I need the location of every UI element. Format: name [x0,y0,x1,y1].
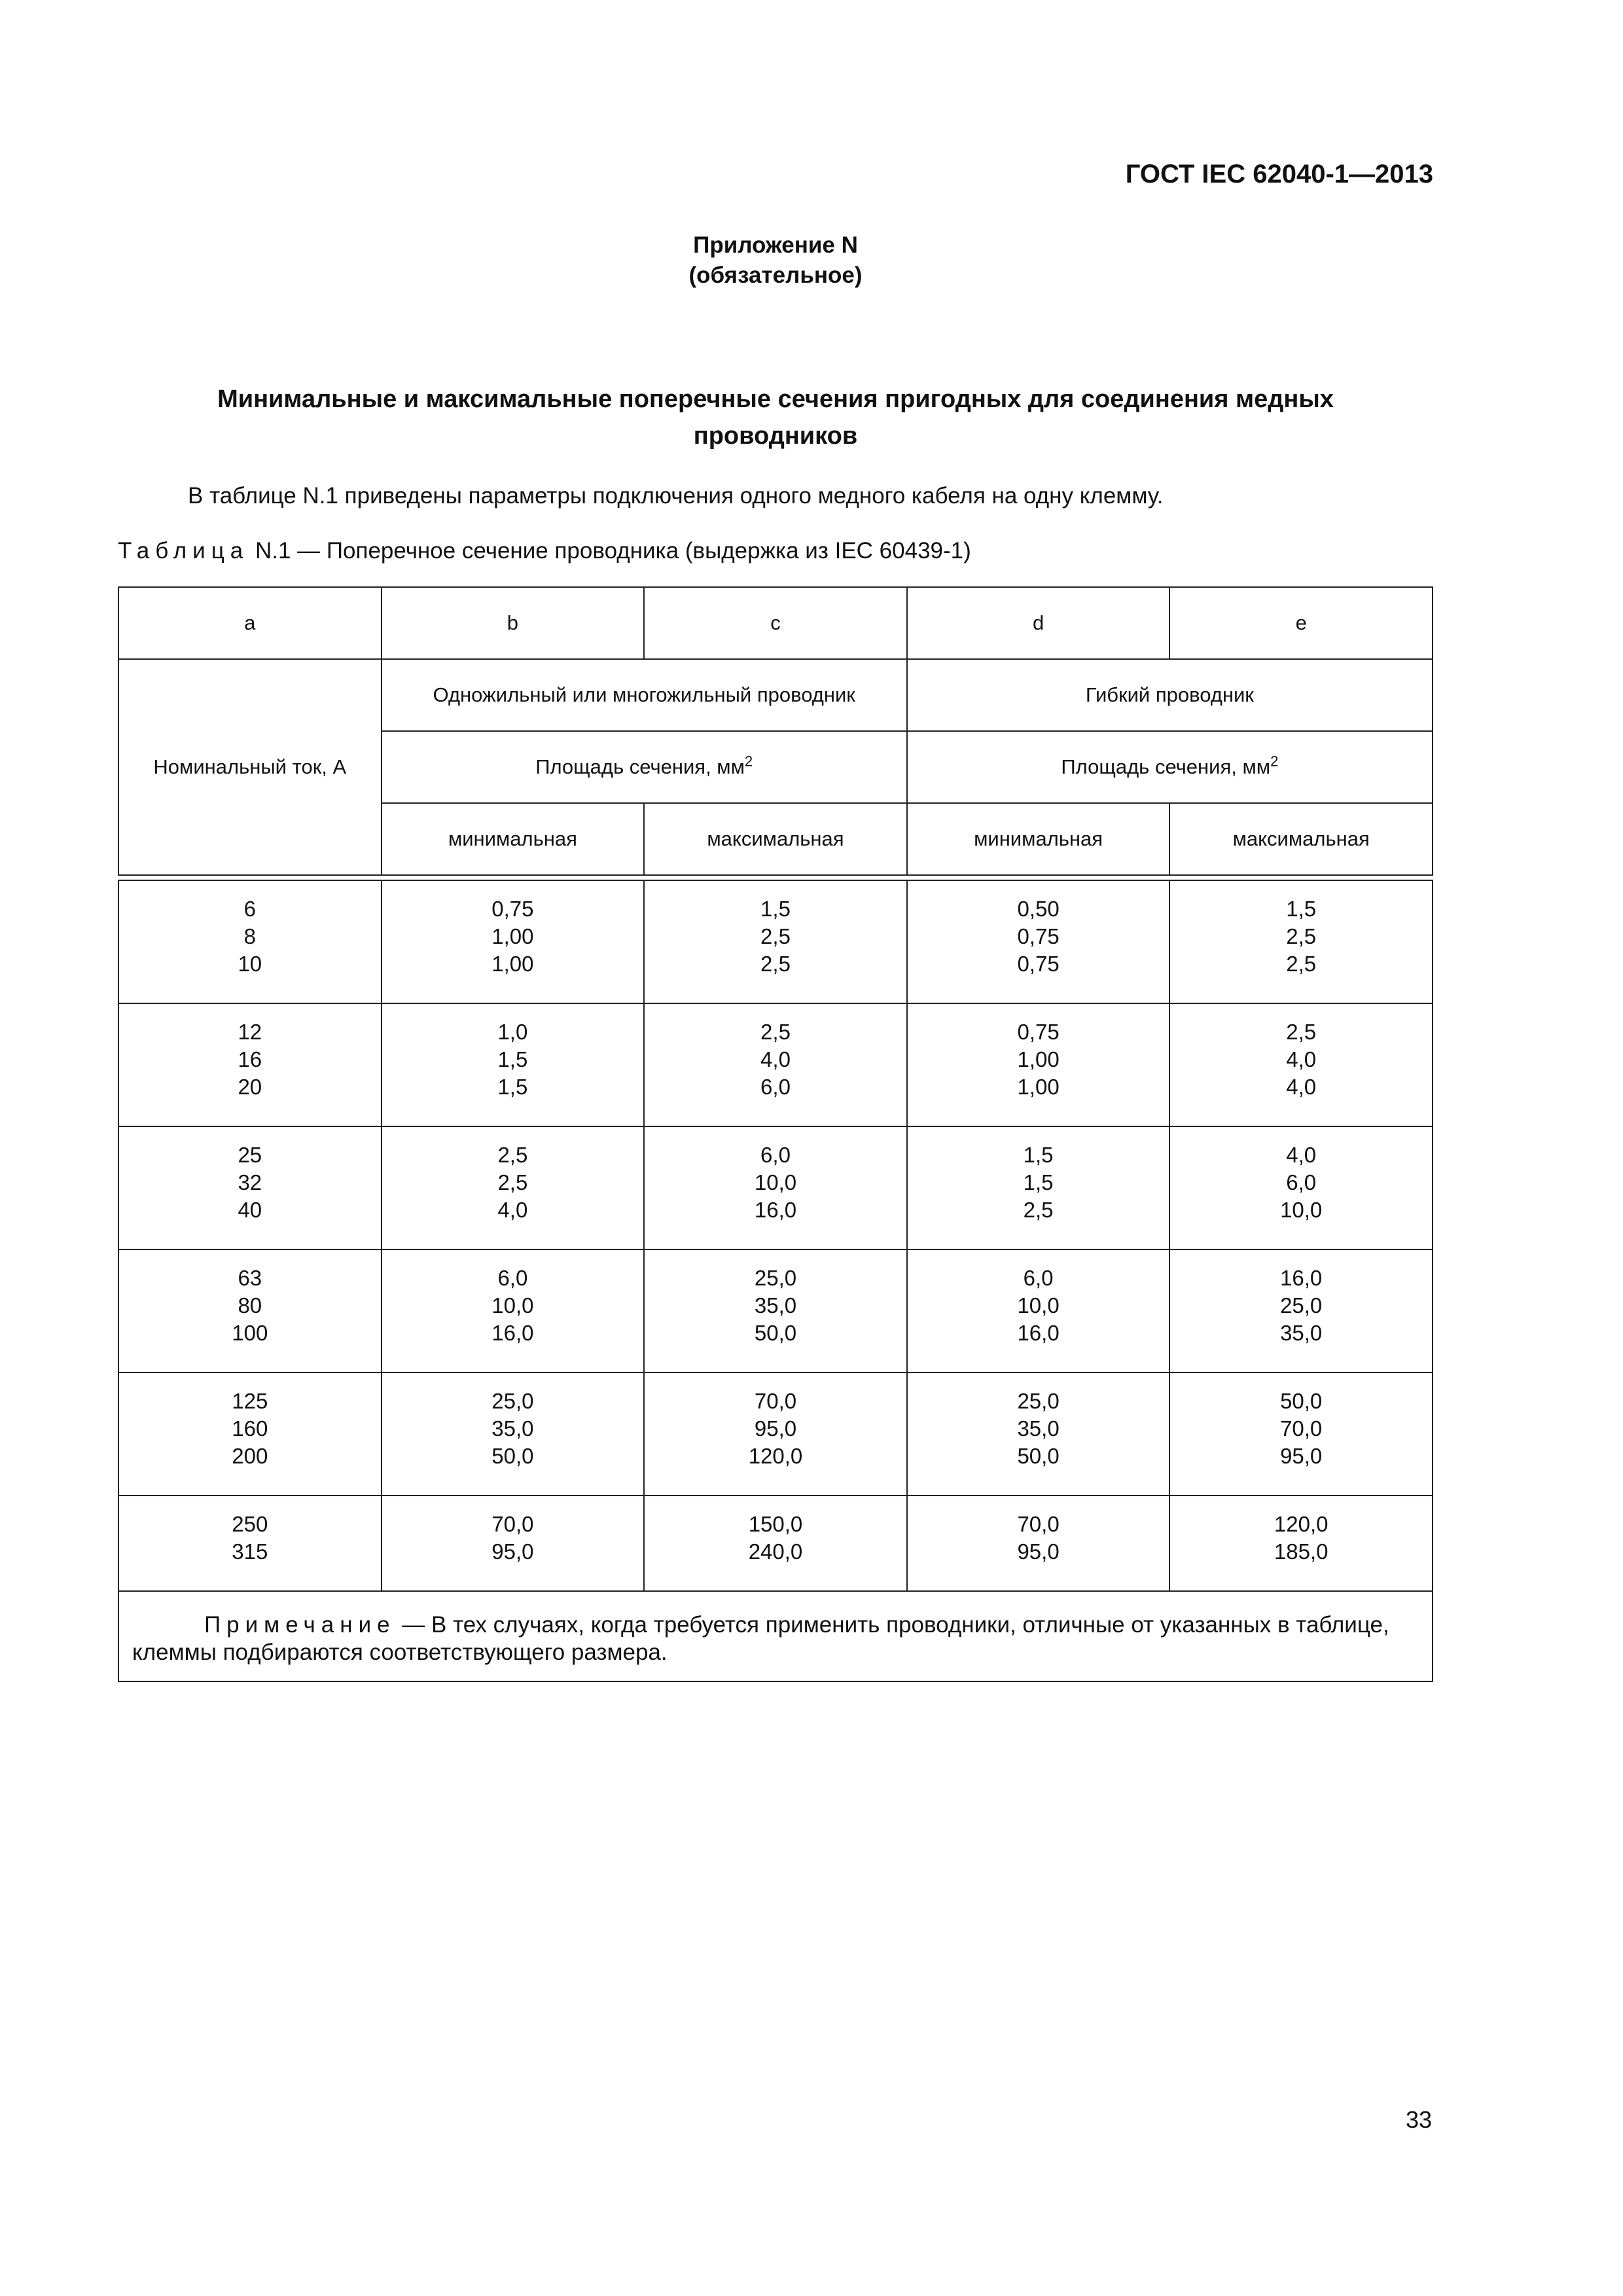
flexible-min-value: 35,0 [1017,1416,1060,1441]
solid-min-value: 2,5 [497,1143,528,1167]
flexible-min-cell [907,1372,1170,1496]
solid-min-cell [382,1372,645,1496]
flexible-max-value: 50,0 [1280,1389,1323,1413]
column-letter-d: d [907,587,1170,659]
flexible-max-value: 16,0 [1280,1266,1323,1290]
solid-max-value: 70,0 [754,1389,797,1413]
flexible-min-value: 25,0 [1017,1389,1060,1413]
rated-current-value: 63 [238,1266,262,1290]
solid-max-cell [644,1372,907,1496]
column-letter-c: c [644,587,907,659]
flexible-min-cell [907,1496,1170,1591]
rated-current-value: 6 [243,897,256,921]
page-title [131,381,1420,454]
rated-current-cell [118,880,382,1003]
rated-current-value: 32 [238,1170,262,1194]
flexible-min-cell [907,1249,1170,1372]
column-letter-a: a [118,587,382,659]
solid-min-value: 35,0 [491,1416,534,1441]
solid-min-cell [382,880,645,1003]
rated-current-value: 20 [238,1075,262,1099]
solid-min-value: 1,5 [497,1075,528,1099]
solid-max-cell [644,880,907,1003]
rated-current-value: 40 [238,1198,262,1222]
solid-max-value: 150,0 [748,1512,803,1536]
flexible-min-value: 6,0 [1023,1266,1054,1290]
flexible-max-cell [1169,1126,1433,1249]
flexible-min-value: 0,50 [1017,897,1060,921]
table-row [118,1003,1433,1126]
table-row [118,1249,1433,1372]
rated-current-cell [118,1003,382,1126]
solid-area-header [382,731,907,803]
rated-current-cell [118,1249,382,1372]
solid-max-value: 2,5 [760,952,791,976]
rated-current-value: 8 [243,924,256,948]
flexible-min-value: 16,0 [1017,1321,1060,1345]
table-caption-label: Таблица [118,538,249,564]
rated-current-value: 12 [238,1020,262,1044]
flexible-max-cell [1169,1496,1433,1591]
solid-area-label: Площадь сечения, мм [535,755,745,778]
rated-current-value: 315 [232,1539,268,1564]
header-separator-cell [118,875,1433,880]
rated-current-cell [118,1496,382,1591]
solid-min-cell [382,1003,645,1126]
solid-max-cell [644,1249,907,1372]
flexible-min-value: 2,5 [1023,1198,1054,1222]
note-row [118,1591,1433,1681]
flexible-area-label: Площадь сечения, мм [1061,755,1271,778]
flexible-max-value: 4,0 [1286,1047,1317,1071]
solid-max-value: 2,5 [760,1020,791,1044]
solid-min-cell [382,1496,645,1591]
flexible-min-value: 50,0 [1017,1444,1060,1468]
rated-current-cell [118,1372,382,1496]
rated-current-value: 100 [232,1321,268,1345]
flexible-max-value: 2,5 [1286,1020,1317,1044]
flexible-max-value: 4,0 [1286,1075,1317,1099]
flexible-min-value: 95,0 [1017,1539,1060,1564]
flexible-max-value: 6,0 [1286,1170,1317,1194]
solid-max-value: 6,0 [760,1143,791,1167]
solid-min-value: 6,0 [497,1266,528,1290]
flexible-min-value: 0,75 [1017,924,1060,948]
note-label: Примечание [204,1612,396,1638]
solid-max-value: 240,0 [748,1539,803,1564]
rated-current-value: 10 [238,952,262,976]
table-row [118,1496,1433,1591]
flexible-min-value: 70,0 [1017,1512,1060,1536]
rated-current-value: 16 [238,1047,262,1071]
annex-heading [0,230,1551,291]
flexible-max-value: 10,0 [1280,1198,1323,1222]
flexible-max-value: 35,0 [1280,1321,1323,1345]
solid-max-value: 10,0 [754,1170,797,1194]
solid-min-header: минимальная [382,803,645,875]
solid-min-value: 10,0 [491,1293,534,1318]
flexible-min-value: 0,75 [1017,952,1060,976]
table-body [118,880,1433,1591]
solid-min-value: 16,0 [491,1321,534,1345]
solid-min-value: 50,0 [491,1444,534,1468]
solid-min-value: 0,75 [491,897,534,921]
table-caption [118,538,971,564]
flexible-min-cell [907,1003,1170,1126]
flexible-max-value: 120,0 [1274,1512,1329,1536]
solid-min-value: 1,5 [497,1047,528,1071]
rated-current-value: 250 [232,1512,268,1536]
flexible-max-cell [1169,1249,1433,1372]
annex-title: Приложение N [693,232,858,258]
conductor-table [118,586,1433,1682]
flexible-min-value: 10,0 [1017,1293,1060,1318]
solid-max-value: 6,0 [760,1075,791,1099]
table-note [118,1591,1433,1681]
solid-max-value: 50,0 [754,1321,797,1345]
solid-min-value: 25,0 [491,1389,534,1413]
flexible-max-value: 1,5 [1286,897,1317,921]
solid-max-value: 4,0 [760,1047,791,1071]
column-letter-e: e [1169,587,1433,659]
table-row [118,880,1433,1003]
solid-max-value: 1,5 [760,897,791,921]
flexible-max-value: 2,5 [1286,924,1317,948]
flexible-area-sup: 2 [1270,753,1279,770]
flexible-max-value: 70,0 [1280,1416,1323,1441]
rated-current-cell [118,1126,382,1249]
column-letter-b: b [382,587,645,659]
flexible-max-value: 4,0 [1286,1143,1317,1167]
solid-min-value: 1,0 [497,1020,528,1044]
document-code: ГОСТ IEC 62040-1—2013 [1125,160,1433,188]
flexible-max-value: 185,0 [1274,1539,1329,1564]
solid-max-cell [644,1126,907,1249]
flexible-min-value: 1,5 [1023,1143,1054,1167]
solid-max-header: максимальная [644,803,907,875]
solid-min-cell [382,1126,645,1249]
flexible-max-value: 2,5 [1286,952,1317,976]
table-row [118,1372,1433,1496]
flexible-min-header: минимальная [907,803,1170,875]
table-caption-text: N.1 — Поперечное сечение проводника (выдержка из IEC 60439-1) [255,538,971,564]
solid-min-cell [382,1249,645,1372]
flexible-area-header [907,731,1433,803]
solid-min-value: 95,0 [491,1539,534,1564]
solid-max-cell [644,1496,907,1591]
solid-min-value: 4,0 [497,1198,528,1222]
flexible-max-value: 95,0 [1280,1444,1323,1468]
rated-current-header: Номинальный ток, А [118,659,382,875]
rated-current-value: 25 [238,1143,262,1167]
flexible-max-header: максимальная [1169,803,1433,875]
solid-max-value: 95,0 [754,1416,797,1441]
rated-current-value: 160 [232,1416,268,1441]
solid-max-value: 35,0 [754,1293,797,1318]
solid-max-value: 2,5 [760,924,791,948]
flexible-min-cell [907,880,1170,1003]
page-number: 33 [1405,2106,1432,2133]
intro-paragraph: В таблице N.1 приведены параметры подключения одного медного кабеля на одну клемму. [188,483,1164,509]
table-header-letters [118,587,1433,659]
page-title-line-1: Минимальные и максимальные поперечные сечения пригодных для соединения медных [217,386,1334,413]
flexible-max-cell [1169,880,1433,1003]
flexible-min-cell [907,1126,1170,1249]
flexible-min-value: 0,75 [1017,1020,1060,1044]
flexible-min-value: 1,00 [1017,1075,1060,1099]
solid-min-value: 70,0 [491,1512,534,1536]
rated-current-value: 80 [238,1293,262,1318]
flexible-max-value: 25,0 [1280,1293,1323,1318]
flexible-conductor-header: Гибкий проводник [907,659,1433,731]
flexible-min-value: 1,00 [1017,1047,1060,1071]
flexible-max-cell [1169,1372,1433,1496]
table-header-groups [118,659,1433,731]
annex-status: (обязательное) [688,262,863,288]
page-title-line-2: проводников [693,422,858,450]
header-separator [118,875,1433,880]
table-row [118,1126,1433,1249]
solid-conductor-header: Одножильный или многожильный проводник [382,659,907,731]
rated-current-value: 200 [232,1444,268,1468]
solid-min-value: 1,00 [491,952,534,976]
solid-max-value: 120,0 [748,1444,803,1468]
flexible-max-cell [1169,1003,1433,1126]
rated-current-value: 125 [232,1389,268,1413]
solid-max-cell [644,1003,907,1126]
note-text: — В тех случаях, когда требуется применить проводники, отличные от указанных в таблице, клеммы подбираются соответствующего размера. [132,1612,1389,1665]
solid-max-value: 25,0 [754,1266,797,1290]
flexible-min-value: 1,5 [1023,1170,1054,1194]
solid-max-value: 16,0 [754,1198,797,1222]
solid-min-value: 2,5 [497,1170,528,1194]
solid-area-sup: 2 [744,753,753,770]
solid-min-value: 1,00 [491,924,534,948]
